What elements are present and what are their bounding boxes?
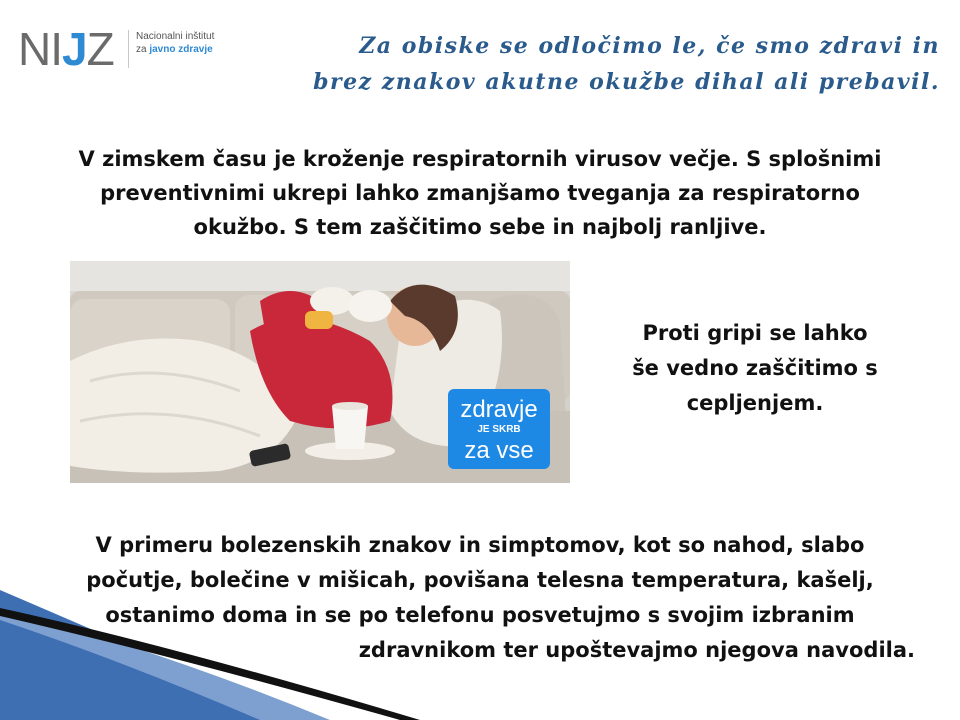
zdravje-badge xyxy=(448,389,550,469)
advice-line2: počutje, bolečine v mišicah, povišana telesna temperatura, kašelj, xyxy=(86,568,874,592)
logo-mark: NIJZ xyxy=(18,23,114,75)
flu-line3: cepljenjem. xyxy=(686,391,824,415)
slide-headline xyxy=(200,28,940,100)
logo-divider xyxy=(128,30,129,68)
advice-paragraph xyxy=(25,528,935,668)
headline-line2: brez znakov akutne okužbe dihal ali prebavil. xyxy=(313,69,940,95)
badge-line2: JE SKRB xyxy=(477,424,521,435)
intro-line1: V zimskem času je kroženje respiratornih virusov večje. S splošnimi xyxy=(78,147,882,171)
badge-line3: za vse xyxy=(464,437,534,464)
flu-line1: Proti gripi se lahko xyxy=(642,321,868,345)
intro-line2: preventivnimi ukrepi lahko zmanjšamo tveganja za respiratorno xyxy=(100,181,860,205)
intro-line3: okužbo. S tem zaščitimo sebe in najbolj ranljive. xyxy=(193,215,767,239)
flu-vaccination-note xyxy=(590,316,920,421)
intro-paragraph xyxy=(30,142,930,244)
flu-line2: še vedno zaščitimo s xyxy=(632,356,878,380)
headline-line1: Za obiske se odločimo le, če smo zdravi in xyxy=(359,33,940,59)
photo-illustration xyxy=(70,261,570,483)
advice-line3: ostanimo doma in se po telefonu posvetujmo s svojim izbranim xyxy=(105,603,855,627)
badge-line1: zdravje xyxy=(460,396,538,423)
advice-line1: V primeru bolezenskih znakov in simptomov, kot so nahod, slabo xyxy=(95,533,865,557)
logo-org-line1: Nacionalni inštitut xyxy=(136,31,215,42)
logo-org-line2-bold: javno zdravje xyxy=(149,44,213,55)
advice-line4: zdravnikom ter upoštevajmo njegova navodila. xyxy=(358,638,915,662)
sick-woman-photo xyxy=(70,261,570,483)
logo-org-line2-prefix: za xyxy=(136,44,147,55)
